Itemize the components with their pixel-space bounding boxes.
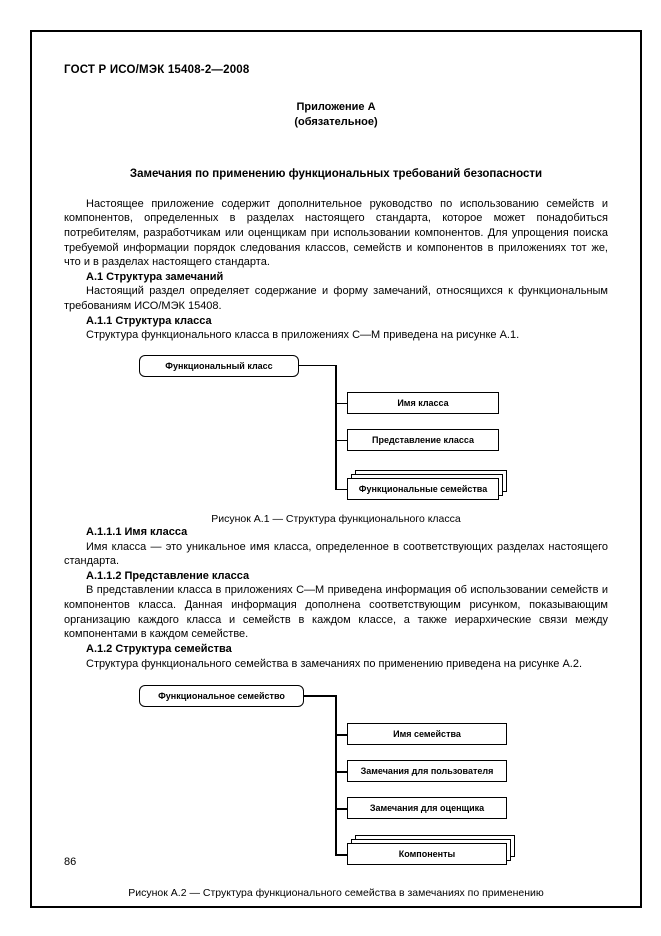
diagram2-child-label: Замечания для оценщика [369, 803, 485, 814]
heading-a12: А.1.2 Структура семейства [86, 642, 232, 655]
diagram2-child-box [347, 723, 507, 745]
diagram2-child-box [347, 760, 507, 782]
connector-line [304, 695, 335, 697]
diagram2-child-label: Имя семейства [393, 729, 461, 740]
connector-line [335, 365, 337, 490]
page-number: 86 [64, 856, 77, 868]
connector-line [335, 403, 347, 405]
diagram2-root-label: Функциональное семейство [158, 691, 285, 702]
figure-a2-diagram [64, 681, 608, 875]
diagram2-child-label: Замечания для пользователя [360, 766, 494, 777]
connector-line [335, 771, 347, 773]
diagram2-child-box [347, 843, 507, 865]
figure-a1-caption: Рисунок А.1 — Структура функционального класса [211, 512, 461, 525]
diagram1-child-label: Функциональные семейства [358, 483, 488, 494]
connector-line [335, 489, 347, 491]
diagram1-root-box [139, 355, 299, 377]
diagram2-root-box [139, 685, 304, 707]
text-a11: Структура функционального класса в приложениях С—М приведена на рисунке А.1. [86, 329, 520, 342]
heading-a11: А.1.1 Структура класса [86, 314, 212, 327]
document-header: ГОСТ Р ИСО/МЭК 15408-2—2008 [64, 64, 250, 76]
connector-line [335, 440, 347, 442]
main-heading: Замечания по применению функциональных требований безопасности [129, 167, 543, 180]
connector-line [299, 365, 336, 367]
annex-title-line2: (обязательное) [294, 115, 378, 128]
diagram1-child-box [347, 429, 499, 451]
diagram1-child-label: Имя класса [397, 397, 449, 408]
diagram2-stacked-box [347, 843, 507, 865]
intro-paragraph: Настоящее приложение содержит дополнительное руководство по использованию семейств и компонентов, определенных в разделах настоящего стандарта, которое может понадобиться потребителям, разработчикам или оценщикам при использовании компонентов. Для упрощения поиска требуемой информации порядок следования классов, семейств и компонентов в приложениях тот же, что и в разделах настоящего стандарта. [64, 197, 608, 269]
figure-a1-diagram [64, 351, 608, 501]
text-a1: Настоящий раздел определяет содержание и форму замечаний, относящихся к функциональным требованиям ИСО/МЭК 15408. [64, 285, 608, 313]
page-frame [30, 30, 642, 908]
connector-line [335, 854, 347, 856]
diagram1-root-label: Функциональный класс [165, 360, 273, 371]
diagram1-child-label: Представление класса [372, 434, 474, 445]
figure-a2-caption: Рисунок А.2 — Структура функционального семейства в замечаниях по применению [128, 887, 544, 900]
annex-title [64, 100, 608, 130]
text-a111: Имя класса — это уникальное имя класса, определенное в соответствующих разделах настоящего стандарта. [64, 540, 608, 568]
text-a112: В представлении класса в приложениях С—М приведена информация об использовании семейств и компонентов класса. Данная информация дополнена соответствующим рисунком, показывающим организацию каждого класса и семейств в каждом классе, а также иерархические связи между компонентами в каждом семействе. [64, 584, 608, 641]
heading-a112: А.1.1.2 Представление класса [86, 569, 250, 582]
connector-line [335, 695, 337, 855]
annex-title-line1: Приложение А [296, 101, 376, 113]
diagram1-child-box [347, 392, 499, 414]
diagram2-child-label: Компоненты [398, 849, 456, 860]
heading-a111: А.1.1.1 Имя класса [86, 525, 188, 538]
heading-a1: А.1 Структура замечаний [86, 270, 224, 283]
connector-line [335, 734, 347, 736]
diagram1-stacked-box [347, 478, 499, 500]
diagram2-child-box [347, 797, 507, 819]
text-a12: Структура функционального семейства в замечаниях по применению приведена на рисунке А.2. [86, 657, 583, 670]
diagram1-child-box [347, 478, 499, 500]
connector-line [335, 808, 347, 810]
